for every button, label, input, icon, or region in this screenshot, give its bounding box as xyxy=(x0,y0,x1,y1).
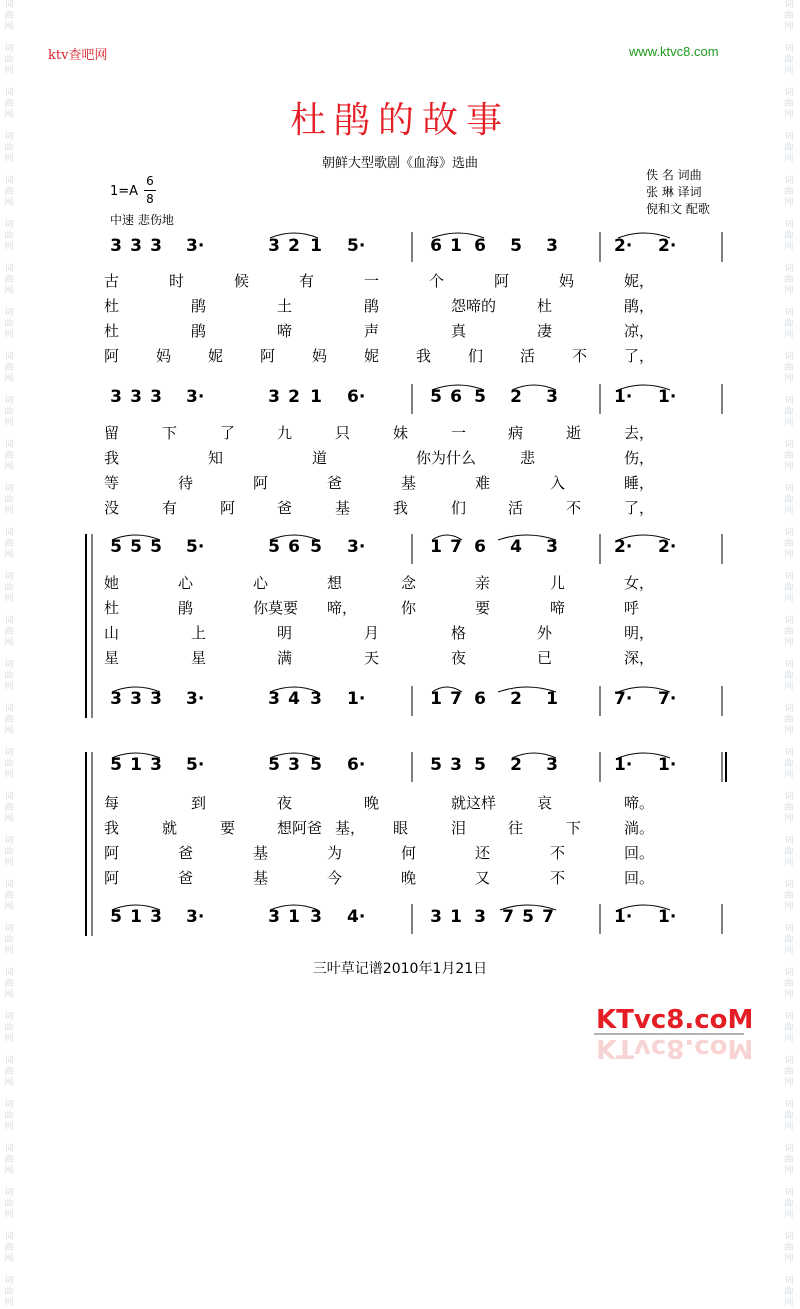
lyric-word: 阿 xyxy=(104,347,120,365)
lyric-word: 女， xyxy=(624,574,655,592)
lyric-word: 妮 xyxy=(364,347,380,365)
lyric-word: 哀 xyxy=(537,794,553,812)
upper-voice-note: 5 xyxy=(310,537,322,557)
upper-voice-note: 1· xyxy=(614,755,633,775)
lyric-word: 你为什么 xyxy=(416,449,477,467)
melody-note: 3 xyxy=(110,236,122,256)
upper-voice-note: 5 xyxy=(310,755,322,775)
lyric-word: 阿 xyxy=(220,499,236,517)
lyric-word: 妈 xyxy=(312,347,328,365)
melody-note: 3· xyxy=(186,236,205,256)
lyric-word: 妹 xyxy=(393,424,409,442)
lyric-word: 凉， xyxy=(624,322,655,340)
site-name-left[interactable]: ktv查吧网 xyxy=(48,48,108,63)
watermark-right: 词 曲 网 词 曲 网 词 曲 网 词 曲 网 词 曲 网 词 曲 网 词 曲 网 词 曲 网 词 曲 网 词 曲 网 词 曲 网 词 曲 网 词 曲 网 词 曲 网 词 曲 网 词 曲 网 词 曲 网 词 曲 网 词 曲 网 词 曲 网 词 曲 网 词 曲 网 词 曲 网 词 曲 网 词 曲 网 词 曲 网 词 曲 网 词 曲 网 词 曲 网 词 曲 网 xyxy=(784,0,794,1308)
melody-note: 6· xyxy=(347,387,366,407)
lyric-word: 们 xyxy=(468,347,484,365)
upper-voice-note: 5 xyxy=(268,755,280,775)
credit-composer: 佚 名 词曲 xyxy=(646,168,702,182)
lyric-word: 基 xyxy=(253,869,269,887)
lyric-word: 阿 xyxy=(494,272,510,290)
lyric-word: 不 xyxy=(566,499,582,517)
subtitle: 朝鲜大型歌剧《血海》选曲 xyxy=(321,156,478,171)
lyric-word: 九 xyxy=(277,424,293,442)
upper-voice-note: 1· xyxy=(658,755,677,775)
lyric-word: 鹃， xyxy=(624,297,655,315)
lyric-word: 妮， xyxy=(624,272,655,290)
lyric-word: 入 xyxy=(550,474,566,492)
melody-note: 5· xyxy=(347,236,366,256)
upper-voice-note: 7 xyxy=(450,537,462,557)
lyric-word: 有 xyxy=(299,272,315,290)
lyric-word: 凄 xyxy=(537,322,553,340)
lyric-word: 我 xyxy=(104,449,120,467)
lyric-word: 候 xyxy=(234,272,250,290)
upper-voice-note: 1 xyxy=(430,537,442,557)
lower-voice-note: 3 xyxy=(430,907,442,927)
lyric-word: 杜 xyxy=(104,322,120,340)
page-title: 杜鹃的故事 xyxy=(289,100,510,141)
melody-note: 2· xyxy=(658,236,677,256)
lyric-word: 了， xyxy=(624,499,655,517)
lower-voice-note: 5 xyxy=(110,907,122,927)
lyric-word: 鹃 xyxy=(364,297,380,315)
lyric-word: 鹃 xyxy=(191,322,207,340)
melody-note: 2 xyxy=(288,387,300,407)
upper-voice-note: 6 xyxy=(288,537,300,557)
lyric-word: 夜 xyxy=(277,794,293,812)
lyric-word: 为 xyxy=(327,844,343,862)
melody-note: 5 xyxy=(430,387,442,407)
credit-translator: 张 琳 译词 xyxy=(646,185,702,199)
lower-voice-note: 1· xyxy=(658,907,677,927)
upper-voice-note: 6· xyxy=(347,755,366,775)
lower-voice-note: 1 xyxy=(288,907,300,927)
lyric-word: 我 xyxy=(416,347,432,365)
lyric-word: 个 xyxy=(429,272,445,290)
melody-note: 3· xyxy=(186,387,205,407)
lyric-word: 晚 xyxy=(401,869,417,887)
melody-note: 3 xyxy=(130,236,142,256)
upper-voice-note: 5 xyxy=(130,537,142,557)
watermark-left: 词 曲 网 词 曲 网 词 曲 网 词 曲 网 词 曲 网 词 曲 网 词 曲 网 词 曲 网 词 曲 网 词 曲 网 词 曲 网 词 曲 网 词 曲 网 词 曲 网 词 曲 网 词 曲 网 词 曲 网 词 曲 网 词 曲 网 词 曲 网 词 曲 网 词 曲 网 词 曲 网 词 曲 网 词 曲 网 词 曲 网 词 曲 网 词 曲 网 词 曲 网 词 曲 网 xyxy=(4,0,14,1308)
lyric-word: 明 xyxy=(277,624,293,642)
lyric-word: 爸 xyxy=(178,844,194,862)
lyric-word: 留 xyxy=(104,424,120,442)
lower-voice-note: 6 xyxy=(474,689,486,709)
lyric-word: 只 xyxy=(335,424,351,442)
melody-note: 3 xyxy=(268,236,280,256)
lyric-word: 念 xyxy=(401,574,417,592)
melody-note: 5 xyxy=(510,236,522,256)
lyric-word: 杜 xyxy=(104,599,120,617)
lower-voice-note: 1 xyxy=(130,907,142,927)
lower-voice-note: 7 xyxy=(502,907,514,927)
lyric-word: 上 xyxy=(191,624,207,642)
lyric-word: 时 xyxy=(169,272,185,290)
lyric-word: 我 xyxy=(393,499,409,517)
lyric-word: 往 xyxy=(508,819,524,837)
lyric-word: 道 xyxy=(312,449,328,467)
upper-voice-note: 5 xyxy=(110,537,122,557)
lower-voice-note: 3 xyxy=(130,689,142,709)
footer-note: 三叶草记谱2010年1月21日 xyxy=(312,961,488,977)
site-url-right[interactable]: www.ktvc8.com xyxy=(629,44,719,59)
lyric-word: 星 xyxy=(104,649,120,667)
lyric-word: 了， xyxy=(624,347,655,365)
upper-voice-note: 2· xyxy=(614,537,633,557)
lower-voice-note: 3 xyxy=(310,689,322,709)
lyric-word: 杜 xyxy=(537,297,553,315)
melody-note: 6 xyxy=(450,387,462,407)
upper-voice-note: 4 xyxy=(510,537,522,557)
site-logo[interactable] xyxy=(594,1000,754,1080)
lyric-word: 到 xyxy=(191,794,207,812)
lyric-word: 病 xyxy=(508,424,524,442)
lower-voice-note: 2 xyxy=(510,689,522,709)
melody-note: 3 xyxy=(546,236,558,256)
upper-voice-note: 3 xyxy=(546,755,558,775)
lyric-word: 明， xyxy=(624,624,655,642)
lyric-word: 又 xyxy=(475,869,491,887)
melody-note: 6 xyxy=(474,236,486,256)
lyric-word: 亲 xyxy=(475,574,491,592)
upper-voice-note: 5 xyxy=(150,537,162,557)
upper-voice-note: 3 xyxy=(450,755,462,775)
lower-voice-note: 1· xyxy=(614,907,633,927)
upper-voice-note: 5 xyxy=(474,755,486,775)
melody-note: 6 xyxy=(430,236,442,256)
lower-voice-note: 1 xyxy=(450,907,462,927)
lower-voice-note: 3 xyxy=(310,907,322,927)
lyric-word: 古 xyxy=(104,272,120,290)
lyric-word: 外 xyxy=(537,624,553,642)
lyric-word: 待 xyxy=(178,474,194,492)
lyric-word: 阿 xyxy=(104,844,120,862)
lyric-word: 妈 xyxy=(156,347,172,365)
lyric-word: 阿 xyxy=(260,347,276,365)
credit-arranger: 倪和文 配歌 xyxy=(646,202,710,216)
lyric-word: 基， xyxy=(335,819,366,837)
lyric-word: 要 xyxy=(220,819,236,837)
lower-voice-note: 3 xyxy=(474,907,486,927)
lyric-word: 声 xyxy=(364,322,380,340)
melody-note: 2 xyxy=(510,387,522,407)
lyric-word: 们 xyxy=(451,499,467,517)
melody-note: 3 xyxy=(130,387,142,407)
lyric-word: 不 xyxy=(572,347,588,365)
lyric-word: 一 xyxy=(364,272,380,290)
upper-voice-note: 5· xyxy=(186,755,205,775)
melody-note: 1· xyxy=(614,387,633,407)
lyric-word: 睡， xyxy=(624,474,655,492)
lyric-word: 格 xyxy=(451,624,467,642)
melody-note: 1· xyxy=(658,387,677,407)
lyric-word: 没 xyxy=(104,499,120,517)
lyric-word: 爸 xyxy=(277,499,293,517)
lyric-word: 月 xyxy=(364,624,380,642)
upper-voice-note: 1 xyxy=(130,755,142,775)
lyric-word: 淌。 xyxy=(624,819,655,837)
lyric-word: 啼， xyxy=(327,599,358,617)
lower-voice-note: 3· xyxy=(186,689,205,709)
lower-voice-note: 3 xyxy=(268,689,280,709)
lyric-word: 悲 xyxy=(520,449,536,467)
lyric-word: 晚 xyxy=(364,794,380,812)
lyric-word: 一 xyxy=(451,424,467,442)
lyric-word: 心 xyxy=(253,574,269,592)
lyric-word: 眼 xyxy=(393,819,409,837)
upper-voice-note: 3 xyxy=(288,755,300,775)
lower-voice-note: 3 xyxy=(150,907,162,927)
lower-voice-note: 5 xyxy=(522,907,534,927)
lower-voice-note: 1 xyxy=(546,689,558,709)
time-signature-bottom: 8 xyxy=(146,192,154,206)
lower-voice-note: 4 xyxy=(288,689,300,709)
lyric-word: 活 xyxy=(508,499,524,517)
lyric-word: 儿 xyxy=(550,574,566,592)
lyric-word: 就这样 xyxy=(451,794,497,812)
upper-voice-note: 5 xyxy=(268,537,280,557)
lyric-word: 逝 xyxy=(566,424,582,442)
lyric-word: 今 xyxy=(327,869,343,887)
lyric-word: 等 xyxy=(104,474,120,492)
upper-voice-note: 3· xyxy=(347,537,366,557)
lyric-word: 杜 xyxy=(104,297,120,315)
lyric-word: 想阿爸 xyxy=(277,819,323,837)
lower-voice-note: 1 xyxy=(430,689,442,709)
lyric-word: 妮 xyxy=(208,347,224,365)
lyric-word: 你莫要 xyxy=(253,599,299,617)
lyric-word: 你 xyxy=(401,599,417,617)
lyric-word: 不 xyxy=(550,844,566,862)
upper-voice-note: 2· xyxy=(658,537,677,557)
lyric-word: 已 xyxy=(537,649,553,667)
lyric-word: 不 xyxy=(550,869,566,887)
melody-note: 3 xyxy=(268,387,280,407)
lower-voice-note: 4· xyxy=(347,907,366,927)
upper-voice-note: 3 xyxy=(150,755,162,775)
lyric-word: 去， xyxy=(624,424,655,442)
melody-note: 3 xyxy=(110,387,122,407)
lower-voice-note: 7· xyxy=(614,689,633,709)
lyric-word: 啼。 xyxy=(624,794,655,812)
lyric-word: 啼 xyxy=(550,599,566,617)
lyric-word: 基 xyxy=(335,499,351,517)
tempo-marking: 中速 悲伤地 xyxy=(110,213,174,227)
lyric-word: 土 xyxy=(277,297,293,315)
melody-note: 2· xyxy=(614,236,633,256)
upper-voice-note: 6 xyxy=(474,537,486,557)
time-signature-top: 6 xyxy=(146,174,154,188)
lower-voice-note: 3· xyxy=(186,907,205,927)
lyric-word: 星 xyxy=(191,649,207,667)
lyric-word: 基 xyxy=(401,474,417,492)
lyric-word: 活 xyxy=(520,347,536,365)
lyric-word: 有 xyxy=(162,499,178,517)
lyric-word: 了 xyxy=(220,424,236,442)
lyric-word: 知 xyxy=(208,449,224,467)
melody-note: 3 xyxy=(150,236,162,256)
lyric-word: 下 xyxy=(162,424,178,442)
lyric-word: 夜 xyxy=(451,649,467,667)
svg-text:KTvc8.coM: KTvc8.coM xyxy=(596,1033,754,1063)
lower-voice-note: 1· xyxy=(347,689,366,709)
lyric-word: 何 xyxy=(401,844,417,862)
lyric-word: 还 xyxy=(475,844,491,862)
lyric-word: 深， xyxy=(624,649,655,667)
lyric-word: 爸 xyxy=(178,869,194,887)
lyric-word: 就 xyxy=(162,819,178,837)
lyric-word: 鹃 xyxy=(191,297,207,315)
melody-note: 5 xyxy=(474,387,486,407)
lyric-word: 难 xyxy=(475,474,491,492)
upper-voice-note: 3 xyxy=(546,537,558,557)
melody-note: 3 xyxy=(546,387,558,407)
lyric-word: 回。 xyxy=(624,869,655,887)
lower-voice-note: 3 xyxy=(268,907,280,927)
lyric-word: 山 xyxy=(104,624,120,642)
lower-voice-note: 7· xyxy=(658,689,677,709)
lyric-word: 爸 xyxy=(327,474,343,492)
lyric-word: 伤， xyxy=(624,449,655,467)
lower-voice-note: 3 xyxy=(110,689,122,709)
upper-voice-note: 2 xyxy=(510,755,522,775)
lyric-word: 真 xyxy=(451,322,467,340)
lyric-word: 呼 xyxy=(624,599,640,617)
lyric-word: 天 xyxy=(364,649,380,667)
lyric-word: 心 xyxy=(178,574,194,592)
key-signature: 1=A xyxy=(110,184,139,199)
lyric-word: 回。 xyxy=(624,844,655,862)
melody-note: 1 xyxy=(310,387,322,407)
lower-voice-note: 3 xyxy=(150,689,162,709)
upper-voice-note: 5 xyxy=(430,755,442,775)
lower-voice-note: 7 xyxy=(542,907,554,927)
upper-voice-note: 5· xyxy=(186,537,205,557)
lyric-word: 怨啼的 xyxy=(451,297,497,315)
lyric-word: 我 xyxy=(104,819,120,837)
melody-note: 2 xyxy=(288,236,300,256)
lyric-word: 泪 xyxy=(451,819,467,837)
lyric-word: 妈 xyxy=(559,272,575,290)
melody-note: 1 xyxy=(450,236,462,256)
melody-note: 1 xyxy=(310,236,322,256)
lyric-word: 鹃 xyxy=(178,599,194,617)
lyric-word: 下 xyxy=(566,819,582,837)
lower-voice-note: 7 xyxy=(450,689,462,709)
lyric-word: 阿 xyxy=(104,869,120,887)
logo-text: KTvc8.coM xyxy=(596,1005,754,1035)
lyric-word: 啼 xyxy=(277,322,293,340)
lyric-word: 基 xyxy=(253,844,269,862)
upper-voice-note: 5 xyxy=(110,755,122,775)
lyric-word: 想 xyxy=(327,574,343,592)
lyric-word: 要 xyxy=(475,599,491,617)
lyric-word: 满 xyxy=(277,649,293,667)
lyric-word: 每 xyxy=(104,794,120,812)
melody-note: 3 xyxy=(150,387,162,407)
lyric-word: 阿 xyxy=(253,474,269,492)
lyric-word: 她 xyxy=(104,574,120,592)
